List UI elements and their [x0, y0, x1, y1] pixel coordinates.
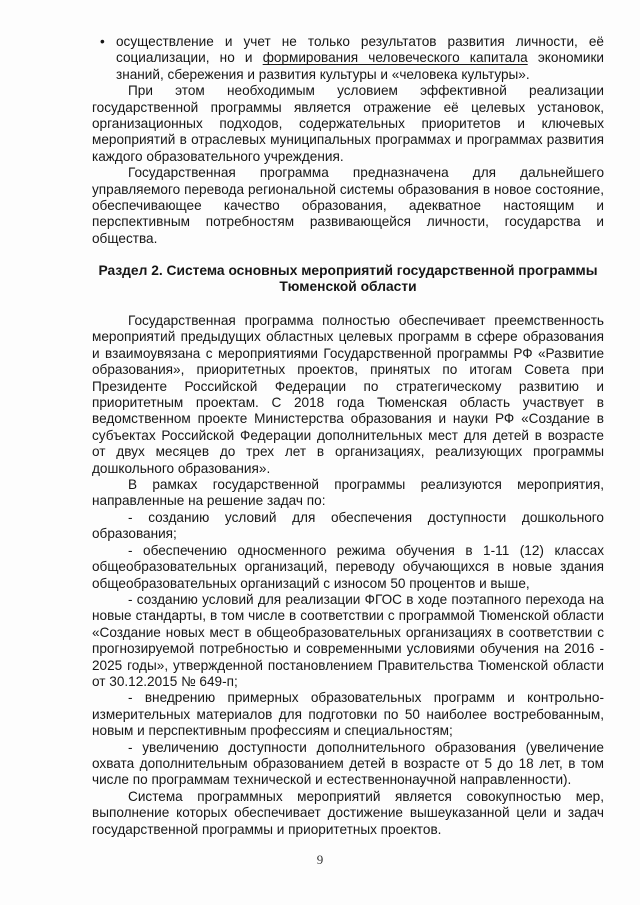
section-paragraph-3: Система программных мероприятий является совокупностью мер, выполнение которых обеспечивает достижение вышеуказанной цели и задач государственной программы и приоритетных проектов. [92, 788, 604, 837]
list-item: - обеспечению односменного режима обучения в 1-11 (12) классах общеобразовательных организаций, переводу обучающихся в новые здания общеобразовательных организаций с износом 50 процентов и выше, [92, 542, 604, 591]
section-body [92, 313, 604, 838]
list-item: - созданию условий для обеспечения доступности дошкольного образования; [92, 509, 604, 542]
list-item: - созданию условий для реализации ФГОС в ходе поэтапного перехода на новые стандарты, в том числе в соответствии с программой Тюменской области «Создание новых мест в общеобразовательных организациях в соответствии с прогнозируемой потребностью и современными условиями обучения на 2016 - 2025 годы», утвержденной постановлением Правительства Тюменской области от 30.12.2015 № 649-п; [92, 591, 604, 689]
list-item: - увеличению доступности дополнительного образования (увеличение охвата дополнительным образованием детей в возрасте от 5 до 18 лет, в том числе по программам технической и естественнонаучной направленности). [92, 739, 604, 788]
section-heading-line-2: Тюменской области [279, 279, 417, 295]
page-number: 9 [316, 852, 324, 867]
intro-paragraph-1: При этом необходимым условием эффективной реализации государственной программы является отражение её целевых установок, организационных подходов, содержательных приоритетов и ключевых мероприятий в отраслевых муниципальных программах и программах развития каждого образовательного учреждения. [92, 83, 604, 164]
intro-block [92, 34, 604, 247]
intro-paragraph-2: Государственная программа предназначена для дальнейшего управляемого перевода региональной системы образования в новое состояние, обеспечивающее качество образования, адекватное настоящим и перспективным потребностям развивающейся личности, государства и общества. [92, 165, 604, 246]
section-paragraph-1: Государственная программа полностью обеспечивает преемственность мероприятий предыдущих областных целевых программ в сфере образования и взаимоувязана с мероприятиями Государственной программы РФ «Развитие образования», приоритетных проектов, принятых по итогам Совета при Президенте Российской Федерации по стратегическому развитию и приоритетным проектам. С 2018 года Тюменская область участвует в ведомственном проекте Министерства образования и науки РФ «Создание в субъектах Российской Федерации дополнительных мест для детей в возрасте от двух месяцев до трех лет в организациях, реализующих программы дошкольного образования». [92, 313, 604, 476]
bullet-paragraph [92, 34, 604, 83]
underlined-phrase: формирования человеческого капитала [262, 50, 528, 66]
bullet-icon: • [100, 34, 105, 49]
bullet-text-start: осуществление и учет не только результатов развития личности, её социализации, но и [116, 34, 604, 66]
section-paragraph-2: В рамках государственной программы реализуются мероприятия, направленные на решение задач по: [92, 477, 604, 509]
list-item: - внедрению примерных образовательных программ и контрольно-измерительных материалов для подготовки по 50 наиболее востребованным, новым и перспективным профессиям и специальностям; [92, 690, 604, 739]
section-heading-line-1: Раздел 2. Система основных мероприятий государственной программы [98, 263, 598, 278]
bullet-text-end: экономики знаний, сбережения и развития культуры и «человека культуры». [116, 50, 605, 82]
section-heading [86, 263, 610, 296]
